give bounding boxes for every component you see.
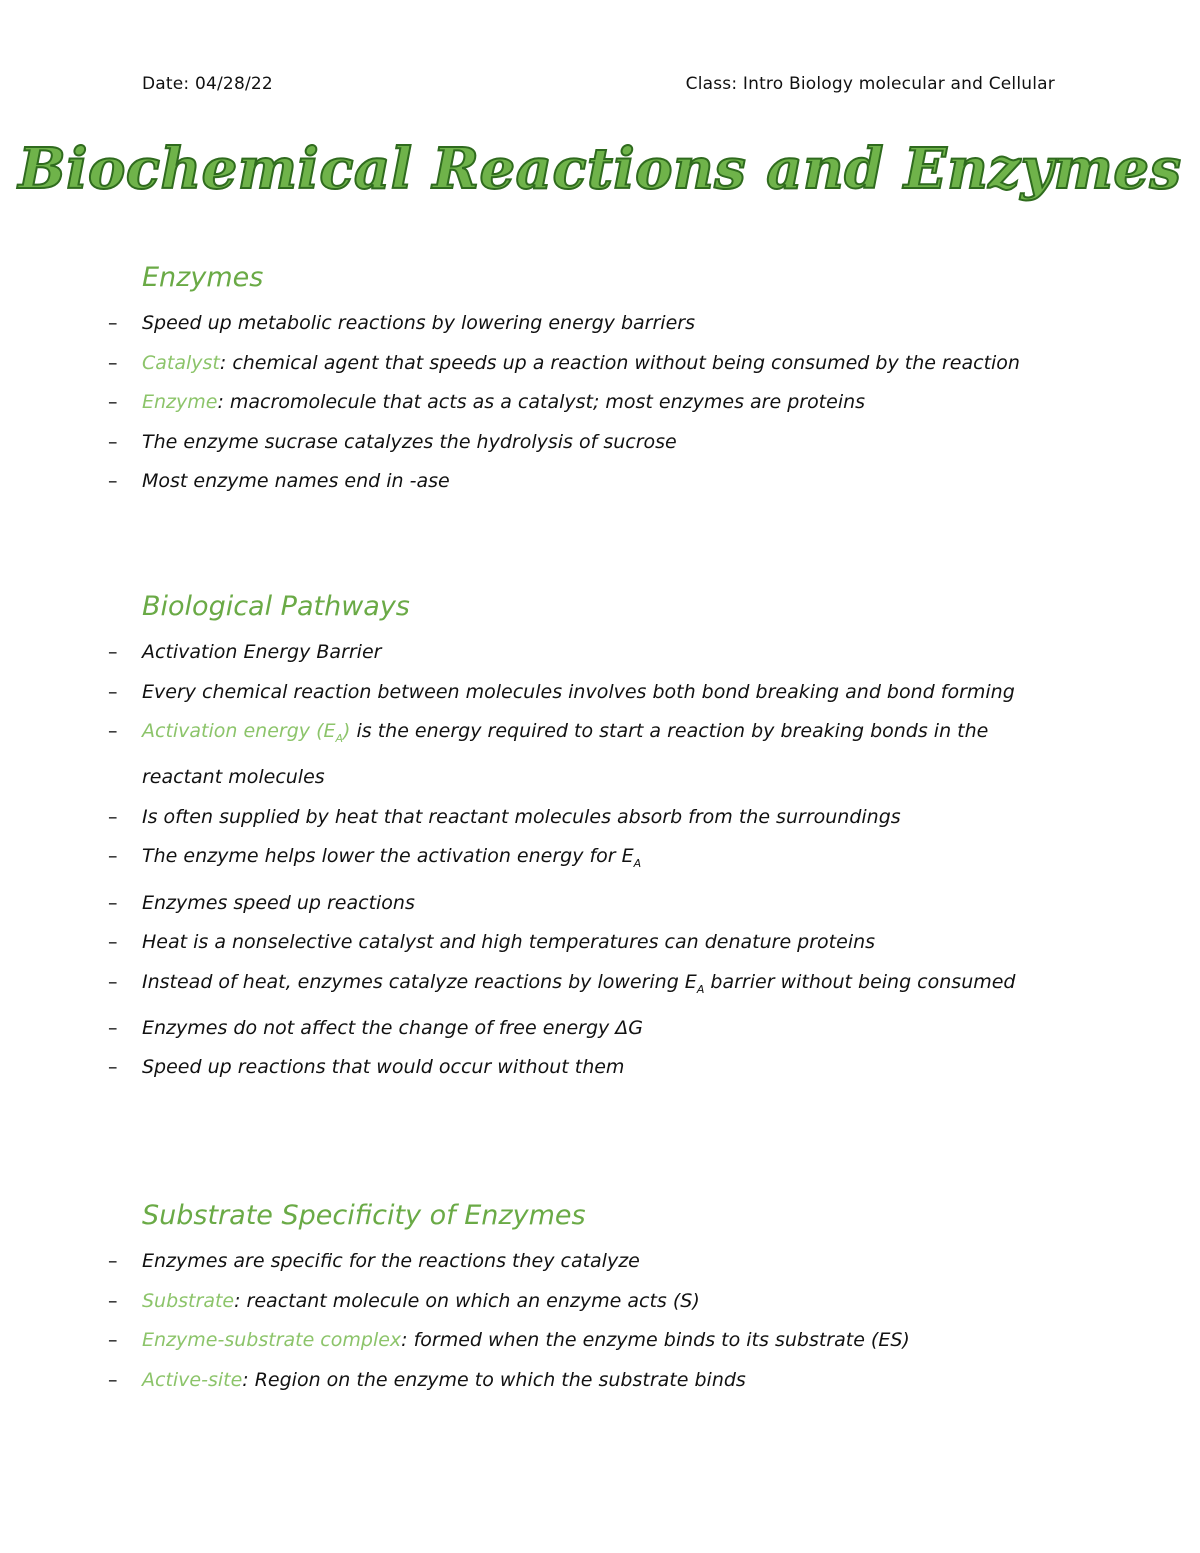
list-item: – Every chemical reaction between molecules involves both bond breaking and bond forming bbox=[142, 673, 1062, 713]
list-item: – Enzymes are specific for the reactions they catalyze bbox=[142, 1242, 1062, 1282]
date-label: Date: 04/28/22 bbox=[142, 74, 273, 94]
section-substrate-specificity bbox=[142, 1196, 1062, 1400]
section-heading-enzymes: Enzymes bbox=[142, 262, 264, 293]
list-item: – Heat is a nonselective catalyst and high temperatures can denature proteins bbox=[142, 923, 1062, 963]
sublist bbox=[142, 423, 1062, 502]
list-item: – Active-site: Region on the enzyme to which the substrate binds bbox=[142, 1361, 1062, 1401]
term-highlight: Substrate bbox=[142, 1289, 235, 1312]
sublist bbox=[142, 923, 1062, 1088]
list-item: – Activation Energy Barrier – Every chemical reaction between molecules involves both bond breaking and bond forming – Activation energy $(E_A)$ is the energy required to start a reaction by breaking bonds in the reactant molecules – Is often supplied by heat that reactant molecules absorb from the surroundings – The enzyme helps lower the activation energy for $E_A$ bbox=[142, 633, 1062, 884]
term-highlight: Enzyme bbox=[142, 391, 218, 413]
list-item: – Speed up reactions that would occur without them bbox=[142, 1048, 1062, 1088]
list-item: – Enzymes speed up reactions – Heat is a nonselective catalyst and high temperatures can denature proteins – Instead of heat, enzymes catalyze reactions by lowering $E_A$ barrier without being consumed – Enzymes do not affect the change of free energy ΔG – Speed up reactions that would occur without them bbox=[142, 884, 1062, 1088]
list-item: – Instead of heat, enzymes catalyze reactions by lowering $E_A$ barrier without being consumed bbox=[142, 963, 1062, 1009]
specificity-list bbox=[142, 1242, 1062, 1400]
list-item: – Enzyme: macromolecule that acts as a catalyst; most enzymes are proteins – The enzyme sucrase catalyzes the hydrolysis of sucrose – Most enzyme names end in -ase bbox=[142, 383, 1062, 502]
term-highlight: Active-site bbox=[142, 1368, 243, 1391]
term-highlight: Enzyme-substrate complex bbox=[142, 1329, 402, 1351]
section-heading-pathways: Biological Pathways bbox=[142, 591, 410, 622]
pathways-list bbox=[142, 633, 1062, 1088]
list-item: – Activation energy $(E_A)$ is the energy required to start a reaction by breaking bonds in the reactant molecules bbox=[142, 712, 1062, 798]
list-item: – Catalyst: chemical agent that speeds up a reaction without being consumed by the reaction bbox=[142, 344, 1062, 384]
list-item: – Substrate: reactant molecule on which an enzyme acts (S) bbox=[142, 1282, 1062, 1322]
page-title: Biochemical Reactions and Enzymes bbox=[18, 136, 1182, 202]
list-item: – The enzyme helps lower the activation energy for $E_A$ bbox=[142, 837, 1062, 883]
list-item: – Speed up metabolic reactions by lowering energy barriers bbox=[142, 304, 1062, 344]
list-item: – Most enzyme names end in -ase bbox=[142, 462, 1062, 502]
sublist bbox=[142, 1048, 1062, 1088]
sublist bbox=[142, 673, 1062, 884]
list-item: – The enzyme sucrase catalyzes the hydrolysis of sucrose bbox=[142, 423, 1062, 463]
section-enzymes bbox=[142, 258, 1062, 502]
class-label: Class: Intro Biology molecular and Cellular bbox=[685, 74, 1055, 94]
term-highlight: Catalyst bbox=[142, 351, 220, 374]
list-item: – Enzymes do not affect the change of free energy ΔG – Speed up reactions that would occur without them bbox=[142, 1009, 1062, 1088]
section-biological-pathways bbox=[142, 587, 1062, 1088]
section-heading-specificity: Substrate Specificity of Enzymes bbox=[142, 1200, 586, 1231]
list-item: – Enzyme-substrate complex: formed when the enzyme binds to its substrate (ES) bbox=[142, 1321, 1062, 1361]
list-item: – Is often supplied by heat that reactant molecules absorb from the surroundings bbox=[142, 798, 1062, 838]
enzymes-list bbox=[142, 304, 1062, 502]
term-highlight: Activation energy $(E_A)$ bbox=[142, 720, 351, 745]
